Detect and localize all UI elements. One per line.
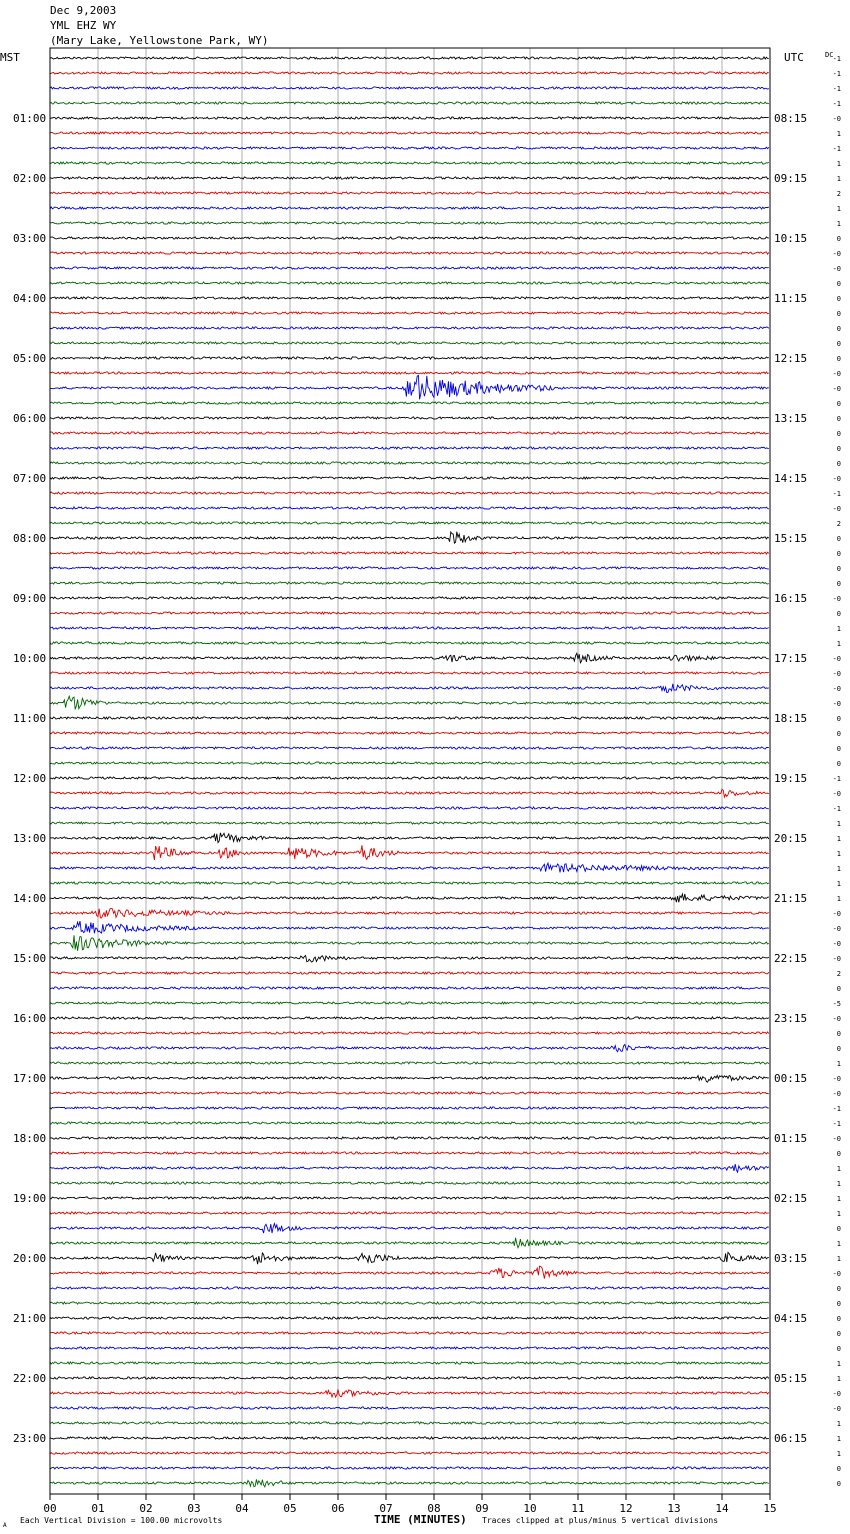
seismic-trace <box>50 597 769 599</box>
dc-offset-label: 1 <box>836 1060 841 1068</box>
dc-offset-label: -0 <box>832 1015 841 1023</box>
x-tick-label: 11 <box>571 1502 585 1515</box>
seismic-trace <box>50 1075 769 1082</box>
mst-hour-label: 20:00 <box>13 1252 47 1265</box>
mst-hour-label: 02:00 <box>13 172 47 185</box>
seismic-trace <box>50 863 769 872</box>
seismic-trace <box>50 1287 769 1289</box>
x-tick-label: 03 <box>187 1502 201 1515</box>
seismic-trace <box>50 642 769 644</box>
dc-offset-label: -1 <box>832 70 841 78</box>
seismic-trace <box>50 162 769 164</box>
x-tick-label: 02 <box>139 1502 153 1515</box>
seismic-trace <box>50 87 769 89</box>
seismic-trace <box>50 987 769 989</box>
seismic-trace <box>50 1452 769 1454</box>
utc-hour-label: 01:15 <box>774 1132 808 1145</box>
dc-offset-label: -0 <box>832 385 841 393</box>
utc-hour-label: 20:15 <box>774 832 808 845</box>
seismic-trace <box>50 282 769 284</box>
utc-hour-label: 02:15 <box>774 1192 808 1205</box>
dc-offset-label: 0 <box>836 985 841 993</box>
utc-hour-label: 22:15 <box>774 952 808 965</box>
mst-hour-label: 18:00 <box>13 1132 47 1145</box>
grid-layer <box>50 48 770 1500</box>
mst-hour-label: 08:00 <box>13 532 47 545</box>
seismic-trace <box>50 762 769 764</box>
dc-offset-label: 0 <box>836 445 841 453</box>
seismic-trace <box>50 684 769 693</box>
seismic-trace <box>50 956 769 963</box>
dc-offset-label: 1 <box>836 1375 841 1383</box>
seismic-trace <box>50 833 769 843</box>
dc-offset-label: 0 <box>836 760 841 768</box>
seismic-trace <box>50 432 769 434</box>
dc-offset-label: 1 <box>836 820 841 828</box>
dc-offset-label: 0 <box>836 1030 841 1038</box>
mst-hour-label: 12:00 <box>13 772 47 785</box>
seismic-trace <box>50 777 769 779</box>
seismic-trace <box>50 237 769 239</box>
x-tick-label: 00 <box>43 1502 57 1515</box>
dc-offset-label: 2 <box>836 190 841 198</box>
seismic-trace <box>50 567 769 569</box>
seismic-trace <box>50 532 769 543</box>
seismic-trace <box>50 1182 769 1184</box>
seismic-trace <box>50 935 769 951</box>
seismic-trace <box>50 1317 769 1319</box>
dc-offset-label: 1 <box>836 220 841 228</box>
seismic-trace <box>50 1032 769 1034</box>
seismic-trace <box>50 612 769 614</box>
dc-offset-label: -0 <box>832 670 841 678</box>
dc-offset-label: 0 <box>836 1330 841 1338</box>
dc-offset-label: -0 <box>832 1075 841 1083</box>
dc-offset-label: 0 <box>836 730 841 738</box>
dc-offset-label: -0 <box>832 655 841 663</box>
dc-offset-label: -0 <box>832 115 841 123</box>
utc-hour-label: 15:15 <box>774 532 808 545</box>
dc-offset-label: 0 <box>836 550 841 558</box>
seismic-trace <box>50 417 769 419</box>
dc-offset-label: 0 <box>836 1225 841 1233</box>
seismic-trace <box>50 1302 769 1304</box>
dc-offset-label: 0 <box>836 745 841 753</box>
x-tick-label: 01 <box>91 1502 105 1515</box>
seismic-trace <box>50 267 769 269</box>
dc-offset-label: 0 <box>836 1480 841 1488</box>
dc-offset-label: 1 <box>836 175 841 183</box>
seismic-trace <box>50 822 769 824</box>
dc-offset-label: -1 <box>832 100 841 108</box>
utc-hour-label: 21:15 <box>774 892 808 905</box>
dc-offset-label: -0 <box>832 1135 841 1143</box>
seismic-trace <box>50 1137 769 1139</box>
dc-offset-label: 0 <box>836 565 841 573</box>
dc-offset-label: -0 <box>832 1405 841 1413</box>
seismic-trace <box>50 312 769 314</box>
dc-offset-label: 0 <box>836 340 841 348</box>
dc-offset-label: 1 <box>836 880 841 888</box>
utc-hour-label: 17:15 <box>774 652 808 665</box>
dc-offset-label: 0 <box>836 1045 841 1053</box>
dc-offset-label: -0 <box>832 955 841 963</box>
seismic-trace <box>50 732 769 734</box>
seismic-trace <box>50 653 769 663</box>
mst-title: MST <box>0 51 20 64</box>
utc-hour-label: 23:15 <box>774 1012 808 1025</box>
utc-hour-label: 16:15 <box>774 592 808 605</box>
clip-note: Traces clipped at plus/minus 5 vertical divisions <box>482 1516 719 1525</box>
x-tick-label: 09 <box>475 1502 489 1515</box>
seismic-trace <box>50 972 769 974</box>
dc-offset-label: 1 <box>836 1240 841 1248</box>
utc-hour-label: 06:15 <box>774 1432 808 1445</box>
dc-offset-label: 0 <box>836 1345 841 1353</box>
mst-hour-label: 05:00 <box>13 352 47 365</box>
seismic-trace <box>50 717 769 719</box>
dc-offset-label: -1 <box>832 85 841 93</box>
plot-frame <box>50 48 770 1494</box>
seismic-trace <box>50 1467 769 1469</box>
seismic-trace <box>50 1002 769 1004</box>
seismic-trace <box>50 747 769 749</box>
dc-offset-label: 0 <box>836 580 841 588</box>
seismic-trace <box>50 1045 769 1052</box>
mst-hour-label: 13:00 <box>13 832 47 845</box>
seismic-trace <box>50 1238 769 1248</box>
scale-note: Each Vertical Division = 100.00 microvolts <box>20 1516 223 1525</box>
dc-offset-label: 1 <box>836 1255 841 1263</box>
seismic-trace <box>50 357 769 359</box>
header-station: YML EHZ WY <box>50 19 117 32</box>
dc-offset-label: 0 <box>836 310 841 318</box>
dc-offset-label: 1 <box>836 1450 841 1458</box>
utc-hour-label: 12:15 <box>774 352 808 365</box>
dc-offset-label: 0 <box>836 280 841 288</box>
mst-hour-label: 06:00 <box>13 412 47 425</box>
dc-offset-label: 1 <box>836 895 841 903</box>
x-tick-label: 07 <box>379 1502 393 1515</box>
dc-offset-label: -0 <box>832 505 841 513</box>
mst-hour-label: 22:00 <box>13 1372 47 1385</box>
seismic-trace <box>50 402 769 404</box>
dc-offset-label: -0 <box>832 370 841 378</box>
seismic-trace <box>50 522 769 524</box>
dc-offset-label: 1 <box>836 130 841 138</box>
utc-hour-label: 18:15 <box>774 712 808 725</box>
dc-offset-label: 1 <box>836 1360 841 1368</box>
dc-offset-label: -1 <box>832 805 841 813</box>
dc-offset-label: 1 <box>836 1195 841 1203</box>
dc-offset-label: 0 <box>836 715 841 723</box>
mst-hour-label: 04:00 <box>13 292 47 305</box>
dc-offset-label: 0 <box>836 610 841 618</box>
dc-offset-label: 1 <box>836 1420 841 1428</box>
dc-offset-label: 1 <box>836 1180 841 1188</box>
seismic-trace <box>50 252 769 254</box>
seismic-trace <box>50 845 769 860</box>
x-tick-label: 14 <box>715 1502 729 1515</box>
dc-offset-label: -1 <box>832 490 841 498</box>
dc-offset-label: 1 <box>836 205 841 213</box>
seismic-trace <box>50 447 769 449</box>
dc-offset-label: -0 <box>832 940 841 948</box>
dc-offset-label: 1 <box>836 865 841 873</box>
utc-hour-label: 19:15 <box>774 772 808 785</box>
dc-offset-label: -0 <box>832 685 841 693</box>
mst-hour-label: 07:00 <box>13 472 47 485</box>
seismic-trace <box>50 72 769 74</box>
utc-hour-label: 05:15 <box>774 1372 808 1385</box>
seismic-trace <box>50 117 769 119</box>
seismic-trace <box>50 1224 769 1234</box>
dc-offset-label: 1 <box>836 160 841 168</box>
dc-offset-label: 1 <box>836 1435 841 1443</box>
seismic-trace <box>50 1266 769 1278</box>
seismic-trace <box>50 507 769 509</box>
mst-hour-label: 14:00 <box>13 892 47 905</box>
seismic-trace <box>50 1389 769 1397</box>
utc-hour-label: 00:15 <box>774 1072 808 1085</box>
mst-hour-label: 17:00 <box>13 1072 47 1085</box>
mst-hour-label: 21:00 <box>13 1312 47 1325</box>
seismic-trace <box>50 102 769 104</box>
seismic-trace <box>50 894 769 902</box>
dc-offset-label: 0 <box>836 1285 841 1293</box>
dc-offset-label: -5 <box>832 1000 841 1008</box>
utc-hour-label: 04:15 <box>774 1312 808 1325</box>
utc-hour-label: 03:15 <box>774 1252 808 1265</box>
dc-offset-label: -1 <box>832 1120 841 1128</box>
seismic-trace <box>50 789 769 797</box>
seismic-trace <box>50 627 769 629</box>
dc-offset-label: 0 <box>836 400 841 408</box>
seismic-trace <box>50 1362 769 1364</box>
mst-hour-label: 16:00 <box>13 1012 47 1025</box>
seismic-trace <box>50 222 769 224</box>
dc-offset-label: 1 <box>836 1210 841 1218</box>
seismic-trace <box>50 582 769 584</box>
header-date: Dec 9,2003 <box>50 4 117 17</box>
x-tick-label: 05 <box>283 1502 297 1515</box>
utc-hour-label: 09:15 <box>774 172 808 185</box>
mst-hour-label: 01:00 <box>13 112 47 125</box>
dc-offset-label: -0 <box>832 250 841 258</box>
dc-offset-label: -0 <box>832 925 841 933</box>
seismic-trace <box>50 1212 769 1214</box>
seismic-trace <box>50 1122 769 1124</box>
mst-hour-label: 11:00 <box>13 712 47 725</box>
dc-offset-label: 1 <box>836 850 841 858</box>
seismic-trace <box>50 372 769 374</box>
seismic-trace <box>50 1092 769 1094</box>
x-tick-label: 10 <box>523 1502 537 1515</box>
utc-title: UTC <box>784 51 804 64</box>
x-tick-label: 06 <box>331 1502 345 1515</box>
dc-offset-label: 0 <box>836 295 841 303</box>
utc-hour-label: 08:15 <box>774 112 808 125</box>
label-layer <box>13 55 841 1515</box>
x-tick-label: 12 <box>619 1502 633 1515</box>
dc-offset-label: 0 <box>836 430 841 438</box>
x-tick-label: 08 <box>427 1502 441 1515</box>
dc-offset-label: 1 <box>836 625 841 633</box>
seismic-trace <box>50 1107 769 1109</box>
seismic-trace <box>50 1479 769 1487</box>
dc-offset-label: -1 <box>832 145 841 153</box>
dc-offset-label: -0 <box>832 265 841 273</box>
mst-hour-label: 19:00 <box>13 1192 47 1205</box>
mst-hour-label: 03:00 <box>13 232 47 245</box>
seismic-trace <box>50 1332 769 1334</box>
dc-offset-label: 1 <box>836 835 841 843</box>
seismic-trace <box>50 57 769 59</box>
dc-offset-label: 0 <box>836 415 841 423</box>
seismic-trace <box>50 1377 769 1379</box>
mst-hour-label: 10:00 <box>13 652 47 665</box>
seismic-trace <box>50 921 769 933</box>
x-tick-label: 13 <box>667 1502 681 1515</box>
seismic-trace <box>50 696 769 709</box>
dc-offset-label: -1 <box>832 55 841 63</box>
x-tick-label: 04 <box>235 1502 249 1515</box>
seismic-trace <box>50 207 769 209</box>
dc-offset-label: -0 <box>832 595 841 603</box>
dc-offset-label: 0 <box>836 535 841 543</box>
dc-offset-label: -0 <box>832 910 841 918</box>
seismic-trace <box>50 1422 769 1424</box>
dc-offset-label: 1 <box>836 640 841 648</box>
seismic-trace <box>50 327 769 329</box>
dc-title: DC <box>825 51 834 59</box>
dc-offset-label: 0 <box>836 355 841 363</box>
seismic-trace <box>50 477 769 479</box>
dc-offset-label: 2 <box>836 970 841 978</box>
corner-mark: A <box>3 1522 7 1529</box>
dc-offset-label: 0 <box>836 1300 841 1308</box>
seismic-trace <box>50 807 769 809</box>
seismic-trace <box>50 375 769 399</box>
dc-offset-label: -1 <box>832 1105 841 1113</box>
seismic-trace <box>50 882 769 884</box>
dc-offset-label: 0 <box>836 1315 841 1323</box>
dc-offset-label: 0 <box>836 460 841 468</box>
mst-hour-label: 23:00 <box>13 1432 47 1445</box>
utc-hour-label: 13:15 <box>774 412 808 425</box>
seismic-trace <box>50 1164 769 1172</box>
seismic-trace <box>50 177 769 179</box>
seismic-trace <box>50 909 769 919</box>
x-tick-label: 15 <box>763 1502 777 1515</box>
trace-layer <box>50 57 769 1487</box>
utc-hour-label: 10:15 <box>774 232 808 245</box>
dc-offset-label: 1 <box>836 1165 841 1173</box>
seismic-trace <box>50 1407 769 1409</box>
mst-hour-label: 09:00 <box>13 592 47 605</box>
seismic-trace <box>50 147 769 149</box>
seismic-trace <box>50 342 769 344</box>
seismic-trace <box>50 1437 769 1439</box>
seismic-trace <box>50 1152 769 1154</box>
dc-offset-label: -1 <box>832 775 841 783</box>
seismic-trace <box>50 297 769 299</box>
seismic-trace <box>50 1347 769 1349</box>
header-location: (Mary Lake, Yellowstone Park, WY) <box>50 34 269 47</box>
seismic-trace <box>50 1062 769 1064</box>
dc-offset-label: -0 <box>832 1270 841 1278</box>
dc-offset-label: -0 <box>832 1090 841 1098</box>
seismic-trace <box>50 672 769 674</box>
seismic-trace <box>50 132 769 134</box>
seismic-trace <box>50 462 769 464</box>
seismic-trace <box>50 1017 769 1019</box>
mst-hour-label: 15:00 <box>13 952 47 965</box>
dc-offset-label: -0 <box>832 700 841 708</box>
x-axis-title: TIME (MINUTES) <box>374 1513 467 1526</box>
utc-hour-label: 11:15 <box>774 292 808 305</box>
seismic-trace <box>50 492 769 494</box>
seismic-trace <box>50 192 769 194</box>
dc-offset-label: 0 <box>836 325 841 333</box>
seismic-trace <box>50 1197 769 1199</box>
dc-offset-label: 0 <box>836 235 841 243</box>
dc-offset-label: 0 <box>836 1465 841 1473</box>
dc-offset-label: -0 <box>832 790 841 798</box>
seismic-trace <box>50 552 769 554</box>
utc-hour-label: 14:15 <box>774 472 808 485</box>
dc-offset-label: -0 <box>832 475 841 483</box>
dc-offset-label: 0 <box>836 1150 841 1158</box>
seismic-trace <box>50 1252 769 1264</box>
dc-offset-label: -0 <box>832 1390 841 1398</box>
dc-offset-label: 2 <box>836 520 841 528</box>
